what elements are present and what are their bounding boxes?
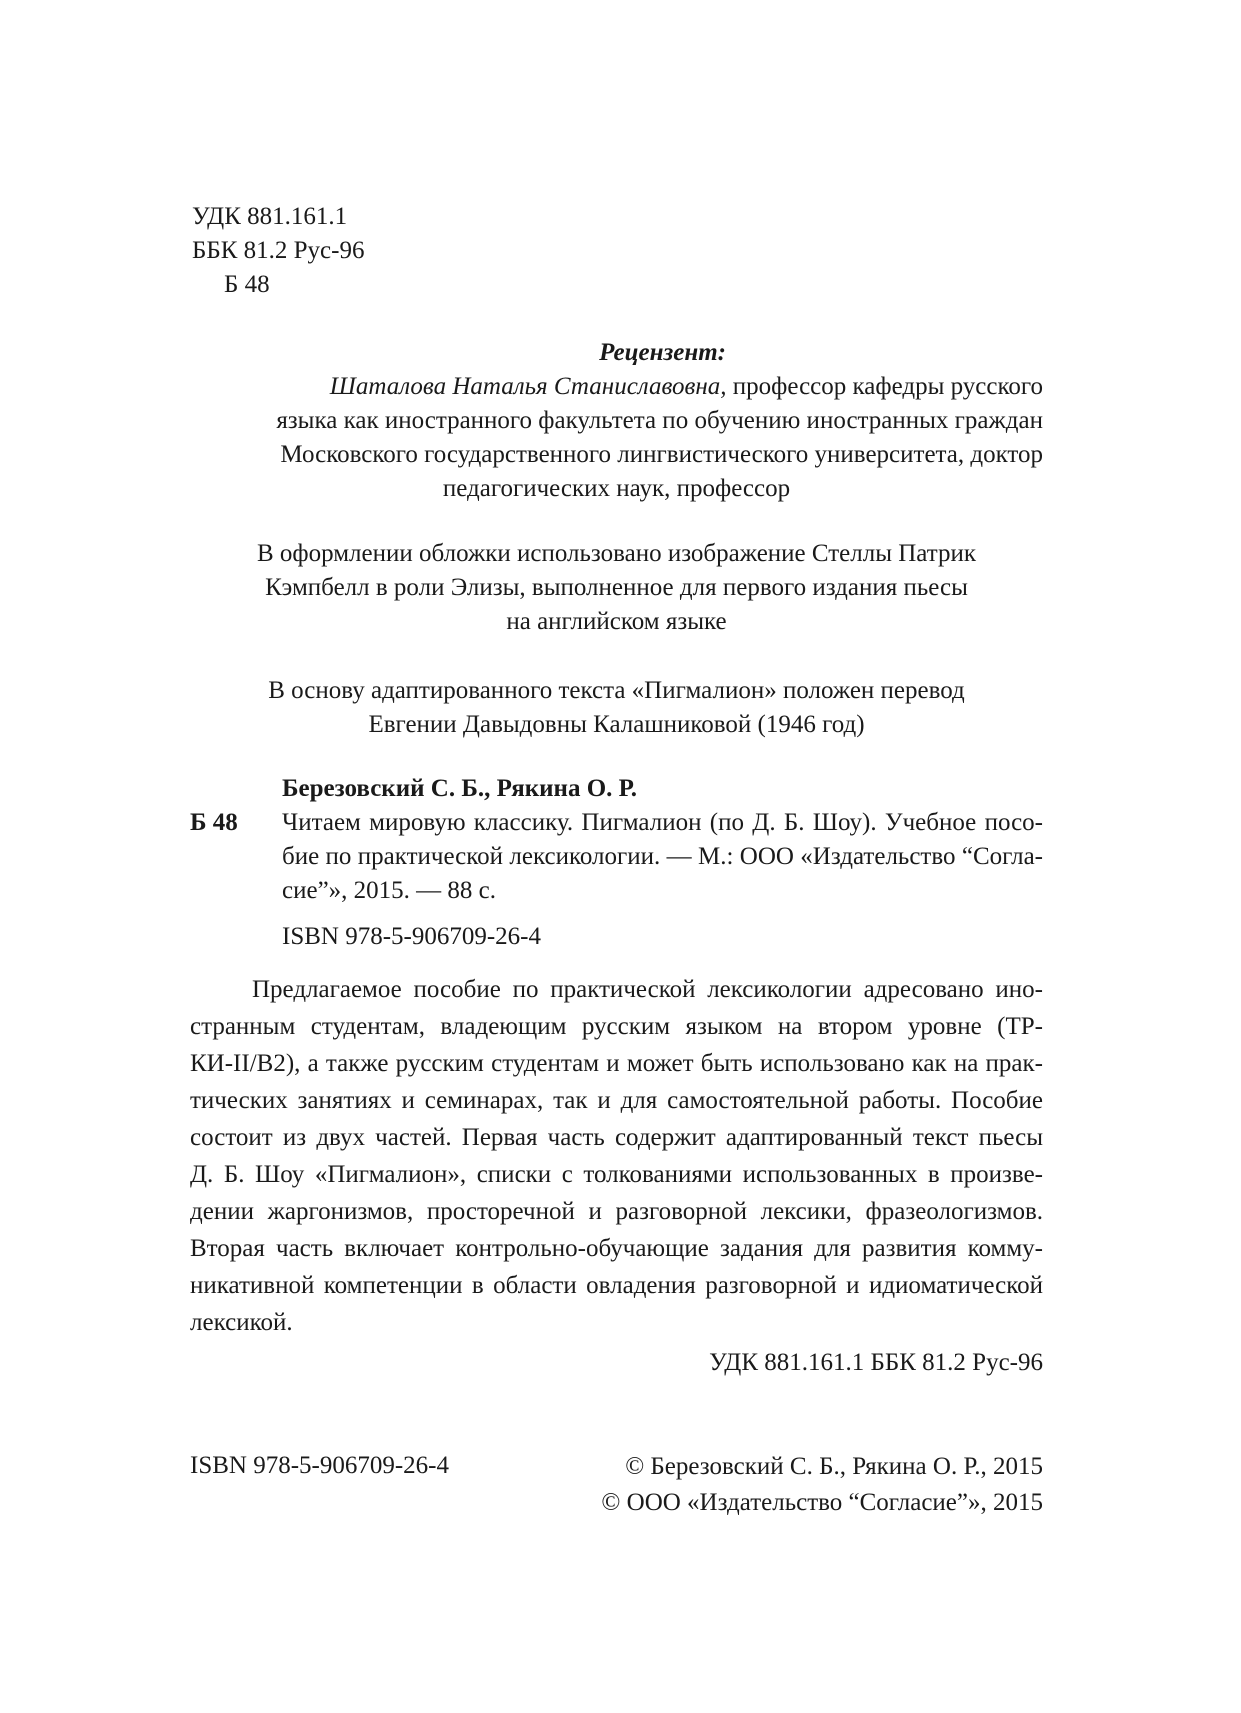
adaptation-note-line: В основу адаптированного текста «Пигмалион» положен перевод bbox=[268, 677, 965, 704]
cover-note-line: Кэмпбелл в роли Элизы, выполненное для первого издания пьесы bbox=[265, 574, 968, 601]
reviewer-line: педагогических наук, профессор bbox=[442, 475, 791, 502]
author-mark: Б 48 bbox=[224, 271, 270, 298]
reviewer-line: языка как иностранного факультета по обучению иностранных граждан bbox=[276, 407, 1043, 434]
adaptation-note-line: Евгении Давыдовны Калашниковой (1946 год) bbox=[368, 711, 865, 738]
copyright-block bbox=[190, 1449, 1043, 1521]
adaptation-note bbox=[190, 674, 1043, 742]
reviewer-line: Московского государственного лингвистического университета, доктор bbox=[280, 441, 1043, 468]
biblio-line: сие”», 2015. — 88 с. bbox=[282, 877, 497, 904]
copyright-authors: © Березовский С. Б., Рякина О. Р., 2015 bbox=[625, 1453, 1043, 1480]
reviewer-line: профессор кафедры русского bbox=[726, 373, 1043, 400]
reviewer-description bbox=[190, 370, 1043, 506]
annotation-line: никативной компетенции в области овладения разговорной и идиоматической bbox=[190, 1272, 1043, 1299]
annotation-line: тических занятиях и семинарах, так и для самостоятельной работы. Пособие bbox=[190, 1087, 1043, 1114]
biblio-code: Б 48 bbox=[190, 809, 238, 836]
annotation-line: странным студентам, владеющим русским языком на втором уровне (ТР- bbox=[190, 1013, 1043, 1040]
bibliographic-entry bbox=[190, 772, 1043, 954]
annotation-line: КИ-II/B2), а также русским студентам и может быть использовано как на прак- bbox=[190, 1050, 1043, 1077]
bbk-code: ББК 81.2 Рус-96 bbox=[192, 237, 365, 264]
reviewer-block bbox=[190, 336, 1043, 506]
copyright-publisher: © ООО «Издательство “Согласие”», 2015 bbox=[601, 1489, 1043, 1516]
annotation-line: лексикой. bbox=[190, 1309, 293, 1336]
biblio-authors: Березовский С. Б., Рякина О. Р. bbox=[282, 775, 638, 802]
reviewer-name: Шаталова Наталья Станиславовна, bbox=[329, 373, 727, 400]
biblio-description bbox=[190, 806, 1043, 908]
annotation-line: Предлагаемое пособие по практической лексикологии адресовано ино- bbox=[252, 976, 1043, 1003]
udk-code: УДК 881.161.1 bbox=[192, 203, 348, 230]
biblio-line: бие по практической лексикологии. — М.: ООО «Издательство “Согла- bbox=[282, 843, 1043, 870]
annotation-line: Д. Б. Шоу «Пигмалион», списки с толкованиями использованных в произве- bbox=[190, 1161, 1043, 1188]
biblio-line: Читаем мировую классику. Пигмалион (по Д. Б. Шоу). Учебное посо- bbox=[282, 809, 1043, 836]
cover-note-line: В оформлении обложки использовано изображение Стеллы Патрик bbox=[256, 540, 977, 567]
annotation-line: состоит из двух частей. Первая часть содержит адаптированный текст пьесы bbox=[190, 1124, 1043, 1151]
annotation-paragraph bbox=[190, 971, 1043, 1341]
footer-isbn: ISBN 978-5-906709-26-4 bbox=[190, 1452, 450, 1479]
annotation-line: дении жаргонизмов, просторечной и разговорной лексики, фразеологизмов. bbox=[190, 1198, 1043, 1225]
classification-block bbox=[192, 200, 364, 302]
cover-note bbox=[190, 537, 1043, 639]
cover-note-line: на английском языке bbox=[506, 608, 727, 635]
index-codes: УДК 881.161.1 ББК 81.2 Рус-96 bbox=[709, 1349, 1043, 1376]
reviewer-heading: Рецензент: bbox=[599, 339, 726, 366]
biblio-isbn: ISBN 978-5-906709-26-4 bbox=[282, 923, 542, 950]
annotation-line: Вторая часть включает контрольно-обучающие задания для развития комму- bbox=[190, 1235, 1043, 1262]
